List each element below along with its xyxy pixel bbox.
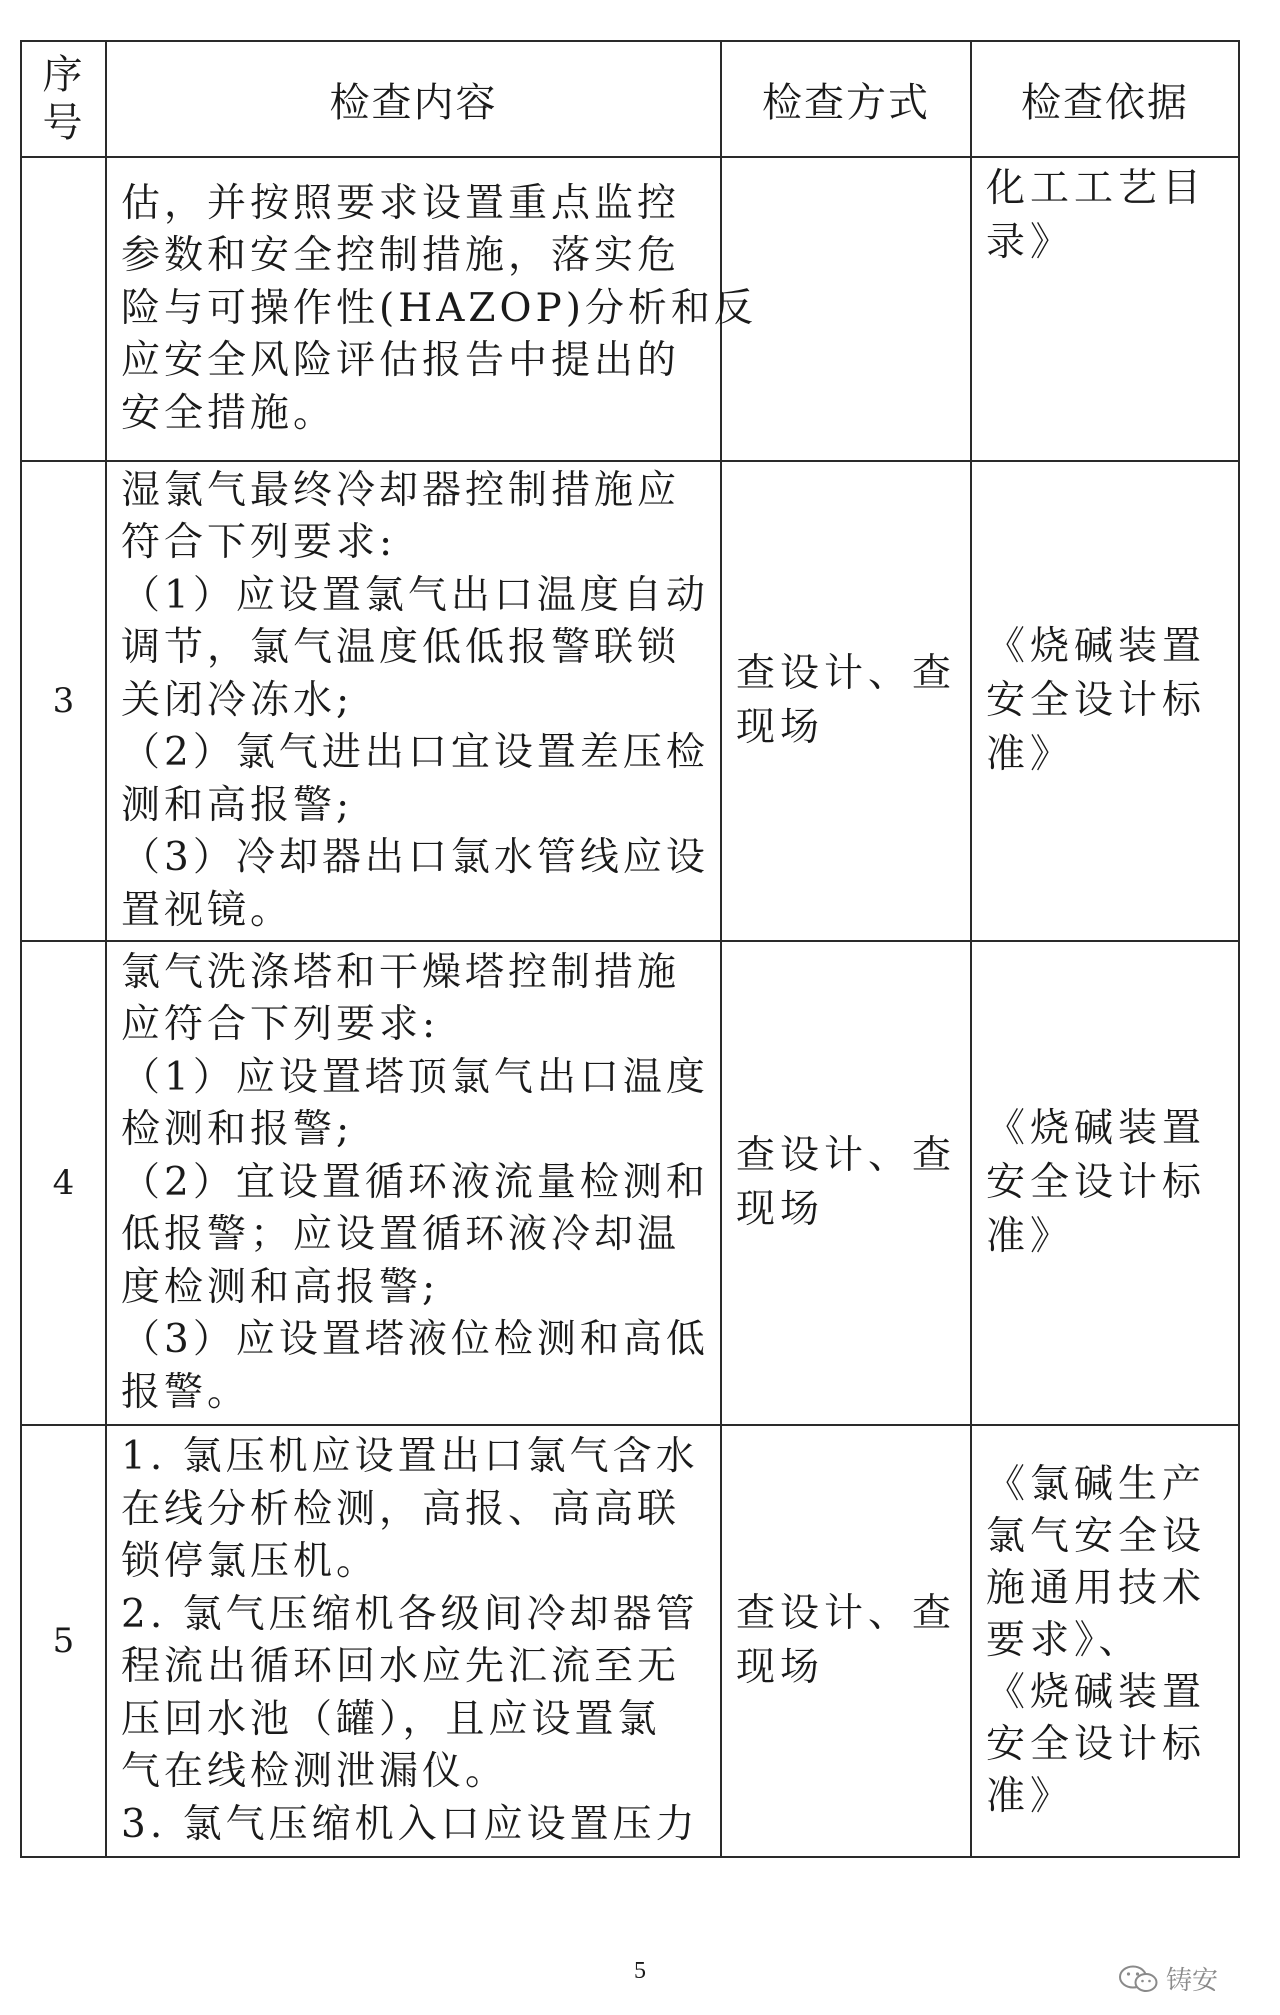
basis-line: 施通用技术 (986, 1566, 1207, 1611)
method-line: 现场 (736, 1187, 825, 1232)
header-basis: 检查依据 (971, 41, 1239, 157)
method-line: 现场 (736, 705, 825, 750)
basis-line: 安全设计标 (986, 1160, 1207, 1205)
row-seq: 5 (21, 1425, 106, 1857)
content-line: （3）冷却器出口氯水管线应设 (121, 835, 709, 881)
content-line: 压回水池（罐），且应设置氯 (121, 1696, 661, 1742)
basis-line: 化工工艺目 (986, 166, 1207, 211)
content-line: 程流出循环回水应先汇流至无 (121, 1644, 681, 1689)
basis-line: 准》 (986, 1214, 1075, 1259)
row-seq: 4 (21, 941, 106, 1425)
content-line: 2. 氯气压缩机各级间冷却器管 (121, 1591, 699, 1637)
content-line: 安全措施。 (121, 390, 337, 436)
header-seq: 序 号 (21, 41, 106, 157)
content-line: （2）氯气进出口宜设置差压检 (121, 730, 709, 776)
row-seq (21, 157, 106, 461)
content-line: 应安全风险评估报告中提出的 (121, 338, 681, 384)
content-line: 锁停氯压机。 (121, 1539, 380, 1584)
content-line: 1. 氯压机应设置出口氯气含水 (121, 1434, 699, 1479)
content-line: 低报警；应设置循环液冷却温 (121, 1212, 681, 1258)
content-line: （1）应设置塔顶氯气出口温度 (121, 1054, 709, 1100)
content-line: （2）宜设置循环液流量检测和 (121, 1159, 709, 1205)
table-row (21, 461, 1239, 941)
content-line: 关闭冷冻水; (121, 677, 354, 723)
content-line: 湿氯气最终冷却器控制措施应 (121, 467, 681, 513)
row-method (721, 1425, 971, 1857)
content-line: 气在线检测泄漏仪。 (121, 1749, 509, 1794)
content-line: 报警。 (121, 1369, 251, 1415)
row-content (106, 157, 757, 461)
row-basis (971, 1425, 1239, 1857)
method-line: 查设计、查 (736, 1133, 957, 1178)
header-content: 检查内容 (106, 41, 721, 157)
row-method (721, 461, 971, 941)
row-method (721, 941, 971, 1425)
content-line: （3）应设置塔液位检测和高低 (121, 1317, 709, 1363)
basis-line: 录》 (986, 220, 1075, 265)
content-line: 险与可操作性(HAZOP)分析和反 (121, 285, 757, 331)
content-line: 符合下列要求: (121, 520, 397, 566)
content-line: 估，并按照要求设置重点监控 (121, 180, 681, 226)
table-row (21, 1425, 1239, 1857)
content-line: 氯气洗涤塔和干燥塔控制措施 (121, 949, 681, 995)
watermark (1118, 1960, 1218, 1997)
basis-line: 《烧碱装置 (986, 1106, 1207, 1151)
row-content (106, 1425, 721, 1857)
content-line: 调节，氯气温度低低报警联锁 (121, 625, 681, 671)
row-method (721, 157, 971, 461)
basis-line: 准》 (986, 732, 1075, 777)
content-line: 参数和安全控制措施，落实危 (121, 233, 681, 279)
row-basis (971, 941, 1239, 1425)
content-line: 测和高报警; (121, 782, 354, 828)
basis-line: 准》 (986, 1774, 1075, 1819)
row-seq: 3 (21, 461, 106, 941)
watermark-text: 铸安 (1166, 1966, 1219, 1996)
row-basis (971, 157, 1239, 461)
content-line: 在线分析检测，高报、高高联 (121, 1486, 681, 1532)
method-line: 查设计、查 (736, 1591, 957, 1636)
basis-line: 《烧碱装置 (986, 1670, 1207, 1715)
method-line: 现场 (736, 1645, 825, 1690)
basis-line: 安全设计标 (986, 678, 1207, 723)
basis-line: 安全设计标 (986, 1722, 1207, 1767)
row-content (106, 941, 721, 1425)
content-line: 应符合下列要求: (121, 1002, 440, 1048)
header-method: 检查方式 (721, 41, 971, 157)
method-line: 查设计、查 (736, 651, 957, 696)
content-line: （1）应设置氯气出口温度自动 (121, 572, 709, 618)
content-line: 置视镜。 (121, 887, 294, 933)
page-number: 5 (634, 1958, 646, 1984)
basis-line: 《烧碱装置 (986, 624, 1207, 669)
row-content (106, 461, 721, 941)
content-line: 检测和报警; (121, 1107, 354, 1153)
table-header-row (21, 41, 1239, 157)
row-basis (971, 461, 1239, 941)
table-row (21, 941, 1239, 1425)
basis-line: 《氯碱生产 (986, 1462, 1207, 1507)
basis-line: 要求》、 (986, 1618, 1143, 1663)
content-line: 3. 氯气压缩机入口应设置压力 (121, 1801, 699, 1847)
basis-line: 氯气安全设 (986, 1514, 1207, 1559)
content-line: 度检测和高报警; (121, 1264, 440, 1310)
table-row (21, 157, 1239, 461)
inspection-table (20, 40, 1240, 1858)
wechat-icon (1118, 1964, 1160, 1994)
